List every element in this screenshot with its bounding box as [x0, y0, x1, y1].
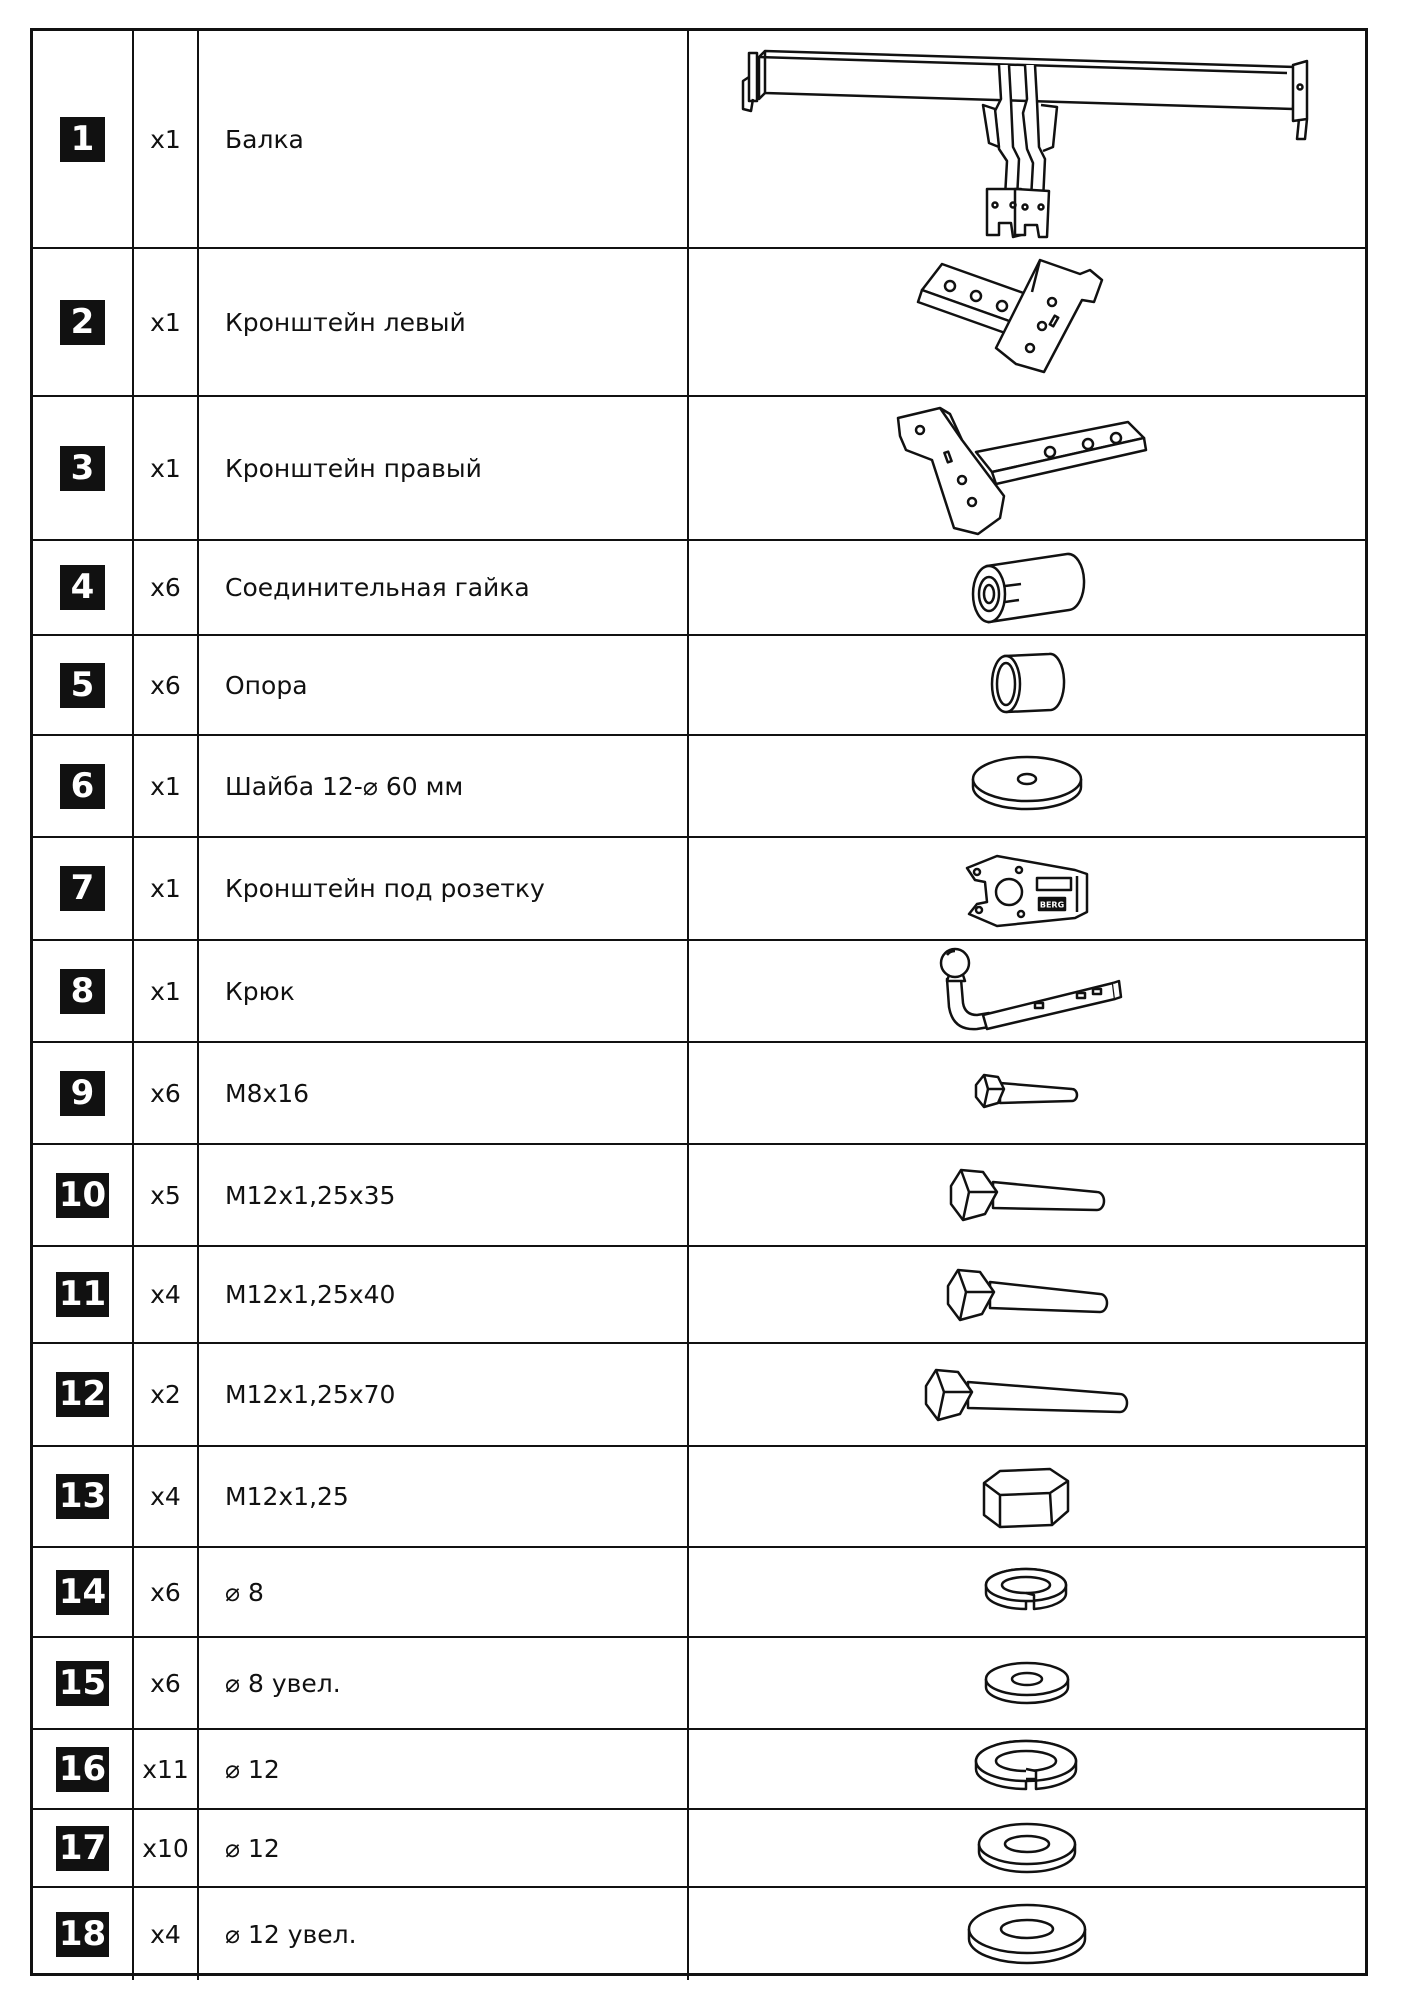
table-row	[33, 1446, 1365, 1547]
tow-bar-beam-icon	[737, 39, 1317, 239]
part-number-badge: 5	[60, 663, 105, 708]
part-name: M12x1,25	[198, 1446, 688, 1547]
spring-washer-icon	[972, 1737, 1082, 1801]
part-number-badge: 1	[60, 117, 105, 162]
part-number-badge: 7	[60, 866, 105, 911]
part-name: Кронштейн правый	[198, 396, 688, 540]
bolt-icon	[922, 1364, 1132, 1426]
part-name: M12x1,25x40	[198, 1246, 688, 1343]
hex-nut-icon	[980, 1463, 1074, 1531]
part-quantity: x1	[133, 940, 198, 1042]
spacer-sleeve-icon	[985, 650, 1069, 720]
socket-bracket-icon	[957, 848, 1097, 930]
table-row	[33, 1343, 1365, 1446]
table-row	[33, 540, 1365, 635]
part-quantity: x4	[133, 1887, 198, 1980]
part-name: M12x1,25x35	[198, 1144, 688, 1246]
part-number-badge: 6	[60, 764, 105, 809]
part-quantity: x1	[133, 837, 198, 940]
part-number-badge: 17	[56, 1826, 109, 1871]
table-row	[33, 1887, 1365, 1980]
flat-washer-icon	[975, 1820, 1079, 1876]
flat-washer-icon	[965, 1901, 1089, 1967]
part-quantity: x6	[133, 1547, 198, 1637]
large-washer-icon	[967, 753, 1087, 819]
table-row	[33, 248, 1365, 396]
part-name: ⌀ 12	[198, 1729, 688, 1809]
part-quantity: x11	[133, 1729, 198, 1809]
part-name: ⌀ 12 увел.	[198, 1887, 688, 1980]
part-quantity: x1	[133, 248, 198, 396]
part-name: Балка	[198, 31, 688, 248]
table-row	[33, 1637, 1365, 1729]
connecting-nut-icon	[957, 546, 1097, 630]
part-number-badge: 4	[60, 565, 105, 610]
part-quantity: x6	[133, 635, 198, 735]
part-name: Соединительная гайка	[198, 540, 688, 635]
part-number-badge: 14	[56, 1570, 109, 1615]
part-name: Опора	[198, 635, 688, 735]
tow-ball-hook-icon	[927, 945, 1127, 1037]
part-quantity: x1	[133, 735, 198, 837]
part-number-badge: 10	[56, 1173, 109, 1218]
part-quantity: x6	[133, 1637, 198, 1729]
part-name: Кронштейн под розетку	[198, 837, 688, 940]
part-quantity: x10	[133, 1809, 198, 1887]
table-row	[33, 1547, 1365, 1637]
part-number-badge: 16	[56, 1747, 109, 1792]
part-name: Кронштейн левый	[198, 248, 688, 396]
part-number-badge: 3	[60, 446, 105, 491]
part-number-badge: 11	[56, 1272, 109, 1317]
table-row	[33, 1042, 1365, 1144]
table-row	[33, 1144, 1365, 1246]
flat-washer-icon	[982, 1659, 1072, 1707]
table-row	[33, 1809, 1365, 1887]
part-quantity: x5	[133, 1144, 198, 1246]
bolt-icon	[947, 1164, 1107, 1226]
table-row	[33, 837, 1365, 940]
part-name: Шайба 12-⌀ 60 мм	[198, 735, 688, 837]
part-name: M8x16	[198, 1042, 688, 1144]
part-name: M12x1,25x70	[198, 1343, 688, 1446]
part-number-badge: 18	[56, 1912, 109, 1957]
table-row	[33, 735, 1365, 837]
part-name: ⌀ 8 увел.	[198, 1637, 688, 1729]
part-name: ⌀ 12	[198, 1809, 688, 1887]
part-quantity: x4	[133, 1446, 198, 1547]
part-number-badge: 15	[56, 1661, 109, 1706]
part-number-badge: 8	[60, 969, 105, 1014]
part-quantity: x2	[133, 1343, 198, 1446]
part-quantity: x4	[133, 1246, 198, 1343]
part-name: Крюк	[198, 940, 688, 1042]
table-row	[33, 1246, 1365, 1343]
table-row	[33, 31, 1365, 248]
part-name: ⌀ 8	[198, 1547, 688, 1637]
part-number-badge: 2	[60, 300, 105, 345]
part-quantity: x6	[133, 540, 198, 635]
table-row	[33, 1729, 1365, 1809]
parts-list-sheet	[30, 28, 1368, 1976]
bolt-icon	[972, 1069, 1082, 1117]
part-quantity: x6	[133, 1042, 198, 1144]
table-row	[33, 396, 1365, 540]
part-quantity: x1	[133, 396, 198, 540]
table-row	[33, 940, 1365, 1042]
right-bracket-icon	[892, 400, 1162, 536]
spring-washer-icon	[982, 1565, 1072, 1619]
bolt-icon	[944, 1264, 1110, 1326]
table-row	[33, 635, 1365, 735]
parts-table	[33, 31, 1365, 1980]
part-number-badge: 9	[60, 1071, 105, 1116]
part-number-badge: 13	[56, 1474, 109, 1519]
left-bracket-icon	[912, 252, 1142, 392]
part-quantity: x1	[133, 31, 198, 248]
part-number-badge: 12	[56, 1372, 109, 1417]
svg-text:BERG: BERG	[1039, 900, 1065, 909]
